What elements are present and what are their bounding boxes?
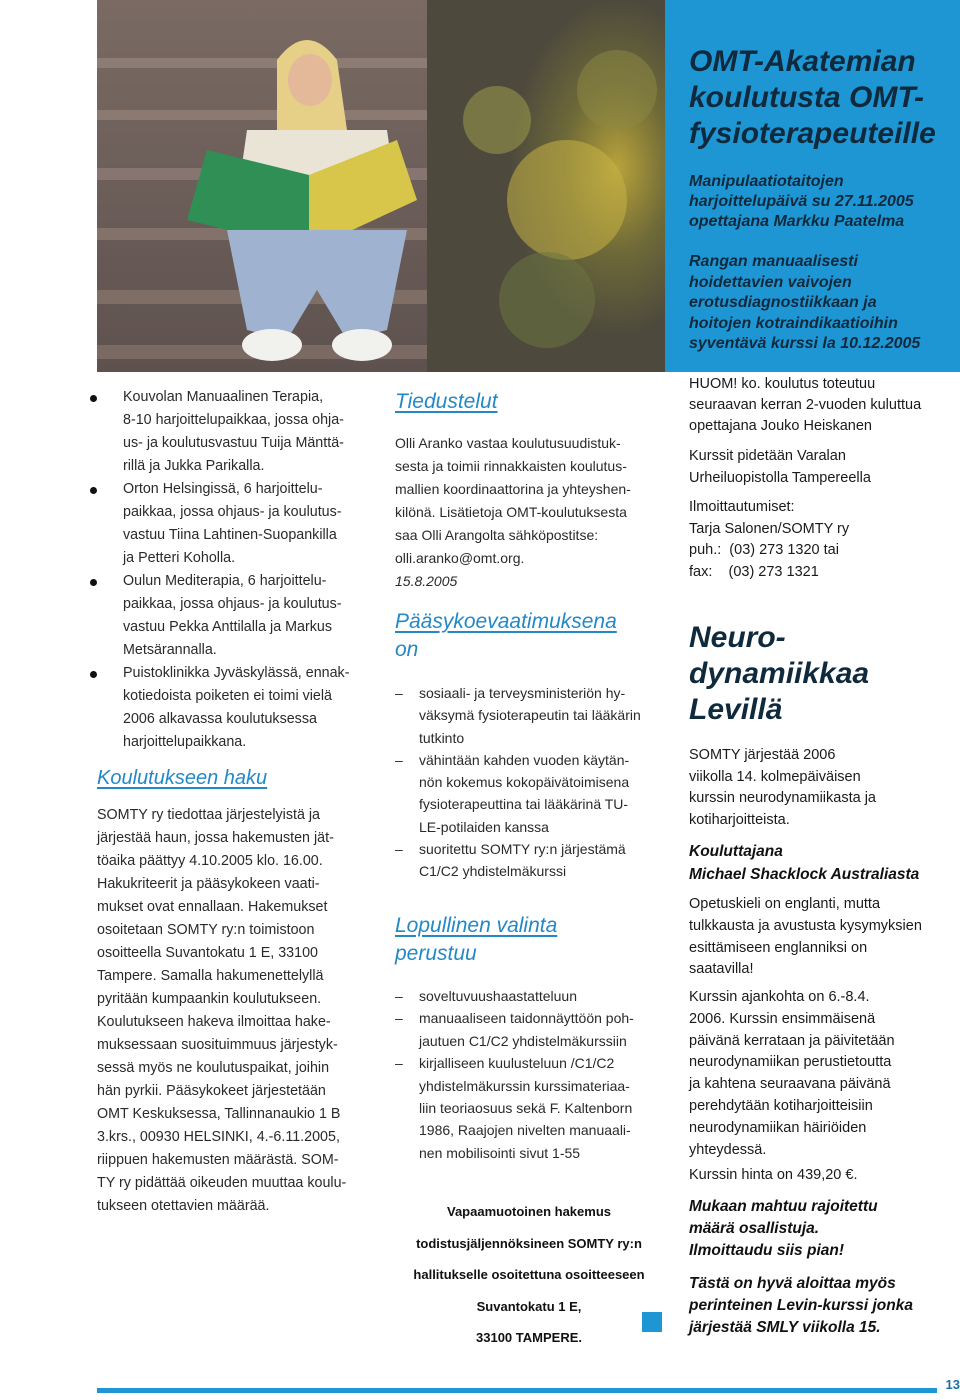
ilmoittautumiset-block: Ilmoittautumiset: Tarja Salonen/SOMTY ry puh.: (03) 273 1320 tai fax: (03) 273 1321 bbox=[689, 499, 850, 580]
mukaan-block: Mukaan mahtuu rajoitettu määrä osallistuja. Ilmoittaudu siis pian! bbox=[689, 1198, 878, 1259]
haku-heading: Koulutukseen haku bbox=[97, 767, 268, 789]
tiedustelut-heading: Tiedustelut bbox=[395, 390, 498, 413]
haku-body: SOMTY ry tiedottaa järjestelyistä ja järjestää haun, jossa hakemusten jät- töaika päättyy 4.10.2005 klo. 16.00. Hakukriteerit ja pääsykokeen vaati- mukset ovat ennallaan. Hakemukset osoitetaan SOMTY ry:n toimistoon osoitteella Suvantokatu 1 E, 33100 Tampere. Samalla hakumenettelyllä pyritään kumpaankin koulutukseen. Koulutukseen hakeva ilmoittaa hake- muksessaan suosituimmuus järjestyk- sessä myös ne koulutuspaikat, joihin hän pyrkii. Pääsykokeet järjestetään OMT Keskuksessa, Tallinnanaukio 1 B 3.krs., 00930 HELSINKI, 4.-6.11.2005, riippuen hakemusten määrästä. SOM- TY ry pidättää oikeuden muuttaa koulu- tukseen otettavien määrää. bbox=[97, 807, 347, 1214]
huom-block: HUOM! ko. koulutus toteutuu seuraavan kerran 2-vuoden kuluttua opettajana Jouko Heiskanen bbox=[689, 376, 922, 434]
application-note: Vapaamuotoinen hakemus todistusjäljennöksineen SOMTY ry:n hallitukselle osoitettuna osoitteeseen Suvantokatu 1 E, 33100 TAMPERE. bbox=[413, 1204, 645, 1345]
list-item: – suoritettu SOMTY ry:n järjestämä C1/C2 yhdistelmäkurssi bbox=[395, 838, 670, 883]
sidebar-course-2: Rangan manuaalisesti hoidettavien vaivojen erotusdiagnostiikkaan ja hoitojen kotraindikaatioihin syventävä kurssi la 10.12.2005 bbox=[689, 253, 921, 352]
list-item: – manuaaliseen taidonnäyttöön poh- jautuen C1/C2 yhdistelmäkurssiin bbox=[395, 1007, 670, 1052]
valinta-list bbox=[395, 985, 670, 1164]
list-item: – soveltuvuushaastatteluun bbox=[395, 985, 670, 1007]
kouluttajana-block: Kouluttajana Michael Shacklock Australiasta bbox=[689, 843, 920, 883]
tasta-block: Tästä on hyvä aloittaa myös perinteinen Levin-kurssi jonka järjestää SMLY viikolla 15. bbox=[689, 1275, 913, 1336]
sidebar-panel bbox=[665, 0, 960, 372]
kurssit-block: Kurssit pidetään Varalan Urheiluopistolla Tampereella bbox=[689, 448, 871, 486]
ajankohta-block: Kurssin ajankohta on 6.-8.4. 2006. Kurssin ensimmäisenä päivänä kerrataan ja päivitetään neurodynamiikan perustietoutta ja kahtena seuraavana päivänä perehdytään kotiharjoitteisiin neurodynamiikan häiriöiden yhteydessä. bbox=[689, 989, 895, 1158]
page-number: 13 bbox=[945, 1377, 960, 1392]
sidebar-course-1: Manipulaatiotaitojen harjoittelupäivä su 27.11.2005 opettajana Markku Paatelma bbox=[689, 173, 914, 230]
list-item: Orton Helsingissä, 6 harjoittelu- paikkaa, jossa ohjaus- ja koulutus- vastuu Tiina Lahtinen-Suopankilla ja Petteri Koholla. bbox=[90, 478, 380, 570]
list-item: – kirjalliseen kuulusteluun /C1/C2 yhdistelmäkurssin kurssimateriaa- liin teoriaosuus sekä F. Kaltenborn 1986, Raajojen nivelten manuaali- nen mobilisointi sivut 1-55 bbox=[395, 1052, 670, 1164]
sidebar-title: OMT-Akatemian koulutusta OMT-fysioterapeuteille bbox=[689, 45, 936, 150]
somty-block: SOMTY järjestää 2006 viikolla 14. kolmepäiväisen kurssin neurodynamiikasta ja kotiharjoitteista. bbox=[689, 747, 876, 828]
tiedustelut-body: Olli Aranko vastaa koulutusuudistuk- sesta ja toimii rinnakkaisten koulutus- mallien koordinaattorina ja yhteyshen- kilönä. Lisätietoja OMT-koulutuksesta saa Olli Arangolta sähköpostitse: olli.aranko@omt.org. 15.8.2005 bbox=[395, 432, 665, 593]
list-item: Puistoklinikka Jyväskylässä, ennak- kotiedoista poiketen ei toimi vielä 2006 alkavassa koulutuksessa harjoittelupaikkana. bbox=[90, 662, 380, 754]
location-bullets bbox=[90, 386, 380, 754]
tiedustelut-date: 15.8.2005 bbox=[395, 573, 458, 589]
paasy-items bbox=[395, 682, 670, 883]
footer-bar bbox=[97, 1388, 937, 1393]
valinta-items bbox=[395, 985, 670, 1164]
list-item: Kouvolan Manuaalinen Terapia, 8-10 harjoittelupaikkaa, jossa ohja- us- ja koulutusvastuu Tuija Mänttä- rillä ja Jukka Parikalla. bbox=[90, 386, 380, 478]
price: Kurssin hinta on 439,20 €. bbox=[689, 1167, 858, 1183]
neuro-heading: Neuro- dynamiikkaa Levillä bbox=[689, 621, 870, 726]
cover-photo bbox=[97, 0, 665, 372]
end-square bbox=[642, 1312, 662, 1332]
list-item: – vähintään kahden vuoden käytän- nön kokemus kokopäivätoimisena fysioterapeuttina tai lääkärinä TU- LE-potilaiden kanssa bbox=[395, 749, 670, 838]
valinta-heading: Lopullinen valinta perustuu bbox=[395, 914, 558, 965]
photo-illustration bbox=[97, 0, 665, 372]
paasy-heading: Pääsykoevaatimuksena on bbox=[395, 610, 617, 661]
location-list bbox=[90, 386, 380, 754]
list-item: Oulun Mediterapia, 6 harjoittelu- paikkaa, jossa ohjaus- ja koulutus- vastuu Pekka Anttilalla ja Markus Metsärannalla. bbox=[90, 570, 380, 662]
opetuskieli-block: Opetuskieli on englanti, mutta tulkkausta ja avustusta kysymyksien esittämiseen englanniksi on saatavilla! bbox=[689, 896, 922, 978]
list-item: – sosiaali- ja terveysministeriön hy- väksymä fysioterapeutin tai lääkärin tutkinto bbox=[395, 682, 670, 749]
paasy-list bbox=[395, 682, 670, 883]
